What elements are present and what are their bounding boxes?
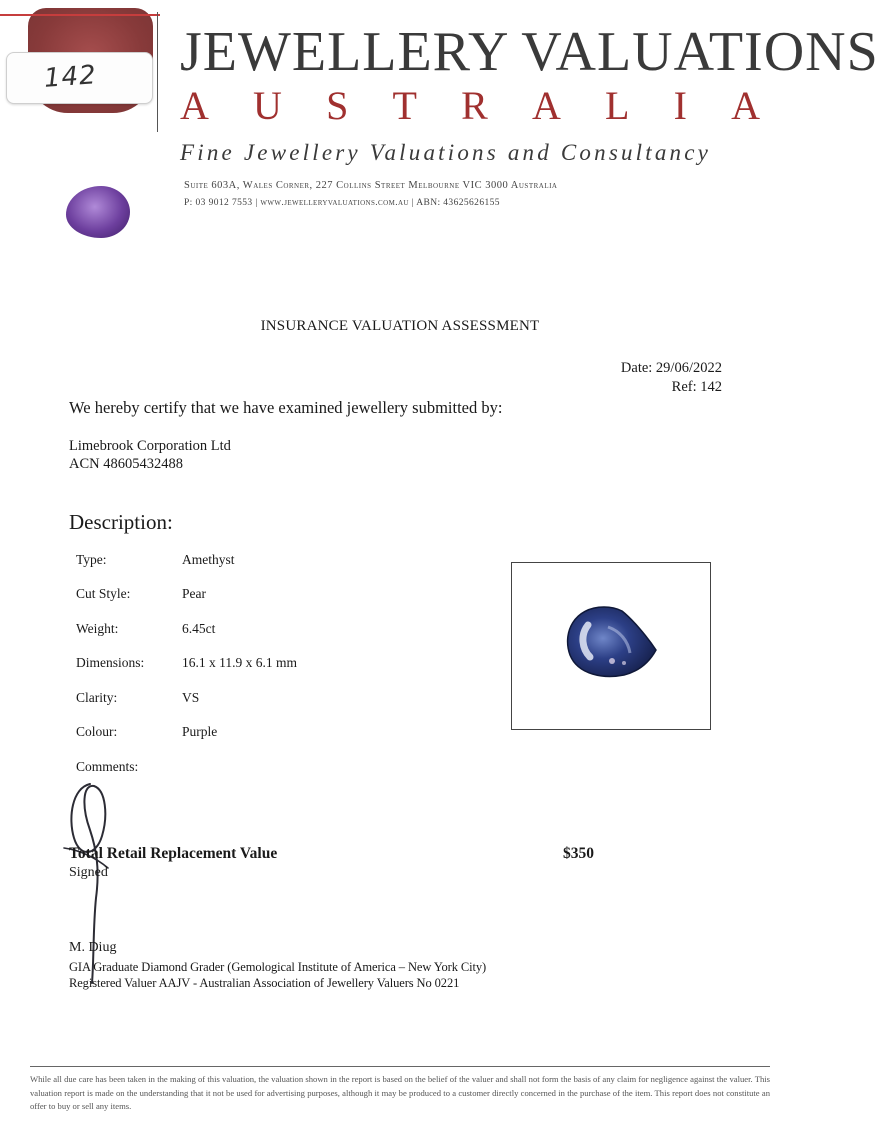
brand-letter: S: [326, 83, 349, 128]
document-date: Date: 29/06/2022: [620, 360, 722, 376]
company-address: Suite 603A, Wales Corner, 227 Collins Street Melbourne VIC 3000 Australia: [184, 180, 558, 191]
spec-label: Colour:: [76, 723, 118, 739]
comments-label: Comments:: [76, 759, 139, 774]
spec-label: Weight:: [76, 620, 119, 636]
spec-label: Cut Style:: [76, 586, 131, 602]
valuer-credential-aajv: Registered Valuer AAJV - Australian Association of Jewellery Valuers No 0221: [69, 976, 460, 990]
gemstone-photo: [66, 186, 130, 238]
signed-label: Signed: [69, 865, 108, 880]
spec-row: [76, 655, 297, 689]
client-acn: ACN 48605432488: [69, 456, 183, 472]
brand-tagline: Fine Jewellery Valuations and Consultancy: [180, 140, 712, 165]
client-name: Limebrook Corporation Ltd: [69, 438, 231, 454]
spec-label: Type:: [76, 552, 107, 567]
pear-gem-image: [512, 563, 710, 729]
spec-value: 6.45ct: [182, 620, 216, 636]
spec-label: Dimensions:: [76, 655, 145, 671]
spec-row: [76, 552, 297, 586]
brand-name: JEWELLERY VALUATIONS: [180, 21, 879, 83]
brand-letter: T: [392, 83, 417, 128]
brand-letter: R: [461, 83, 488, 128]
spec-value: Pear: [182, 586, 206, 602]
brand-letter: L: [604, 83, 630, 128]
spec-label: Clarity:: [76, 689, 118, 705]
footer-disclaimer: While all due care has been taken in the making of this valuation, the valuation shown in the report is based on the belief of the valuer and shall not form the basis of any claim for negligence against the valuer. This valuation report is made on the understanding that it not be used for advertising purposes, although it may be produced to a customer directly concerned in the purchase of the item. This report does not constitute an offer to buy or sell any items.: [30, 1074, 770, 1111]
spec-value: Amethyst: [182, 552, 235, 567]
brand-letter: U: [253, 83, 282, 128]
spec-value: Purple: [182, 723, 218, 739]
spec-row: [76, 621, 297, 655]
valuer-credential-gia: GIA Graduate Diamond Grader (Gemological Institute of America – New York City): [69, 960, 487, 974]
spec-value: VS: [182, 689, 200, 705]
company-contact: P: 03 9012 7553 | www.jewelleryvaluations.com.au | ABN: 43625626155: [184, 198, 500, 208]
letterhead-divider: [157, 12, 158, 132]
attached-sample-photo: [0, 0, 160, 250]
brand-letter: A: [180, 83, 209, 128]
total-value-label: Total Retail Replacement Value: [69, 845, 278, 862]
spec-row: [76, 690, 297, 724]
spec-value: 16.1 x 11.9 x 6.1 mm: [182, 655, 298, 671]
brand-letter: A: [731, 83, 760, 128]
gem-specifications: [76, 552, 297, 758]
brand-letter: I: [673, 83, 687, 128]
certification-statement: We hereby certify that we have examined jewellery submitted by:: [69, 398, 503, 417]
footer-divider: [30, 1066, 770, 1067]
brand-country: [180, 82, 760, 129]
client-block: [69, 437, 231, 473]
spec-row: [76, 586, 297, 620]
sample-tag-number: 142: [43, 60, 98, 94]
valuer-name: M. Diug: [69, 940, 117, 955]
description-heading: Description:: [69, 510, 173, 534]
document-title: INSURANCE VALUATION ASSESSMENT: [260, 318, 540, 334]
gem-photo-frame: [511, 562, 711, 730]
total-value-amount: $350: [563, 845, 594, 862]
spec-row: [76, 724, 297, 758]
handwritten-signature: [60, 778, 130, 988]
brand-letter: A: [531, 83, 561, 128]
document-ref: Ref: 142: [671, 379, 722, 395]
red-margin-line: [0, 14, 160, 16]
